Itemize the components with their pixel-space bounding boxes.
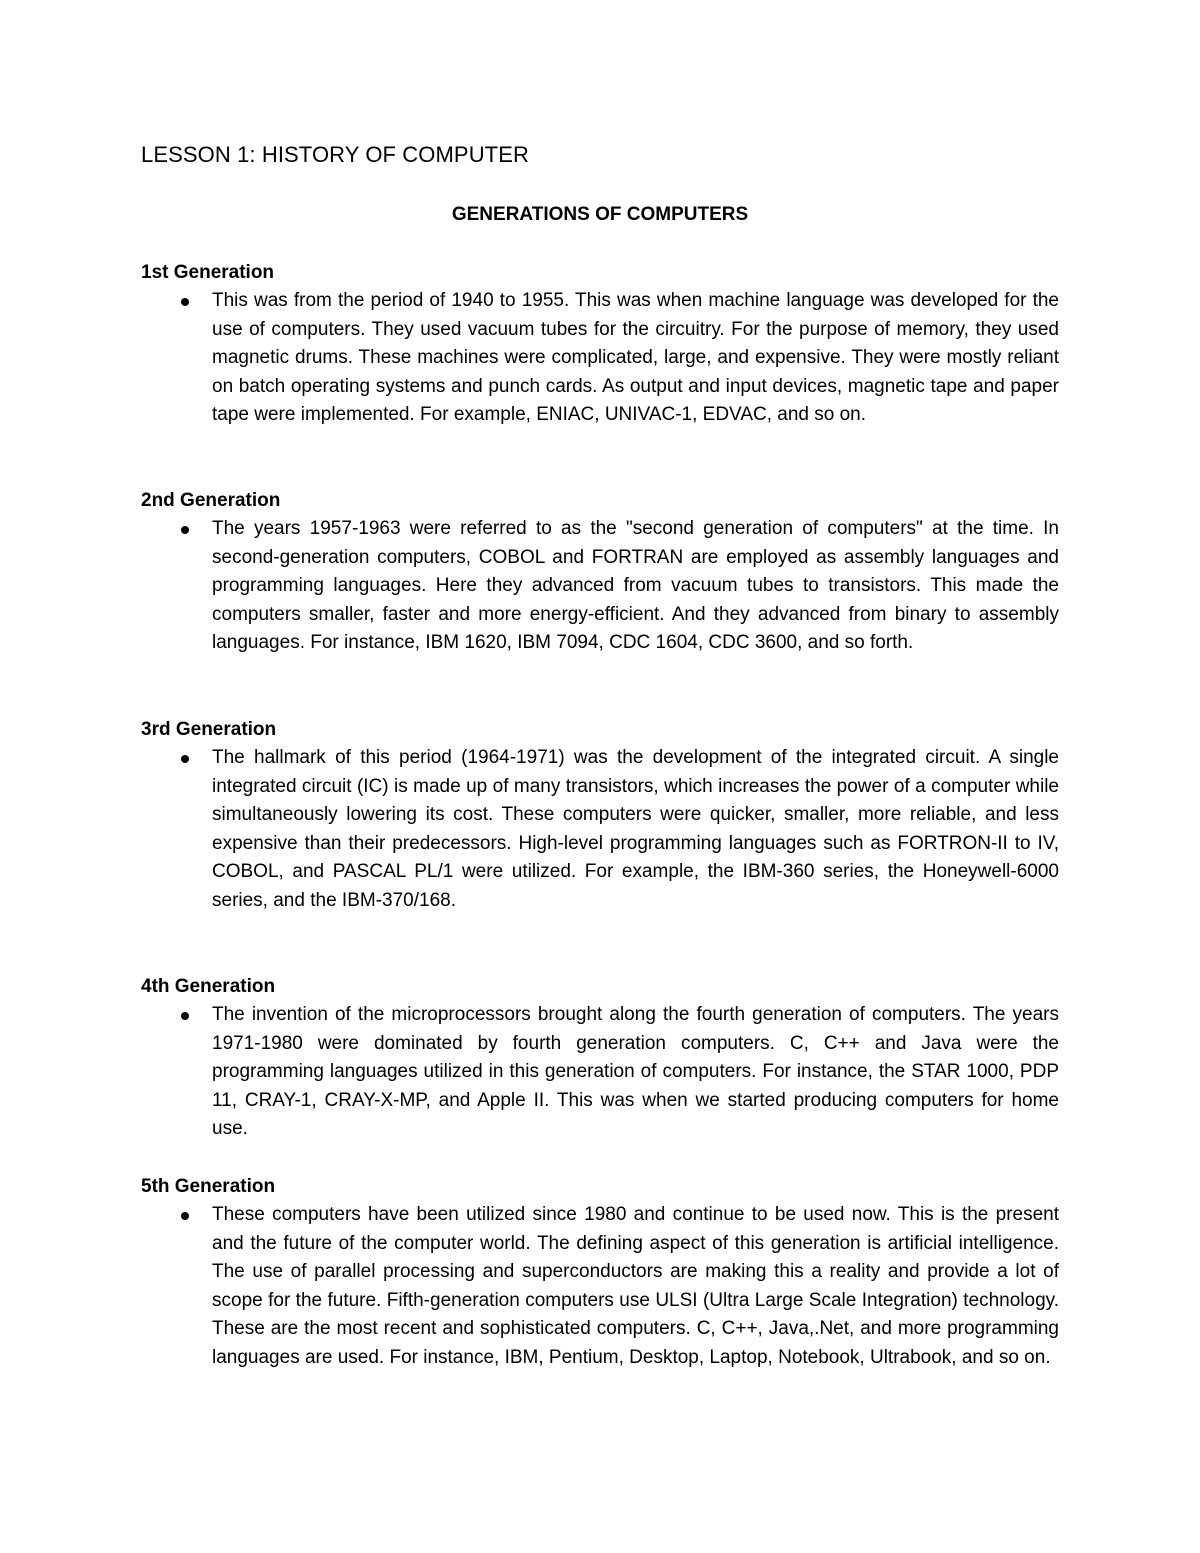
list-item: [141, 515, 1059, 658]
generation-heading: 5th Generation: [141, 1176, 276, 1197]
lesson-title: LESSON 1: HISTORY OF COMPUTER: [141, 142, 529, 167]
generation-section-3rd: [141, 716, 1059, 916]
generation-description: The hallmark of this period (1964-1971) was the development of the integrated circuit. A single integrated circuit (IC) is made up of many transistors, which increases the power of a computer while simultaneously lowering its cost. These computers were quicker, smaller, more reliable, and less expensive than their predecessors. High-level programming languages such as FORTRON-II to IV, COBOL, and PASCAL PL/1 were utilized. For example, the IBM-360 series, the Honeywell-6000 series, and the IBM-370/168.: [212, 747, 1059, 911]
bullet-icon: [181, 755, 189, 763]
bullet-list: [141, 515, 1059, 658]
list-item: [141, 744, 1059, 916]
generation-description: The invention of the microprocessors brought along the fourth generation of computers. The years 1971-1980 were dominated by fourth generation computers. C, C++ and Java were the programming languages utilized in this generation of computers. For instance, the STAR 1000, PDP 11, CRAY-1, CRAY-X-MP, and Apple II. This was when we started producing computers for home use.: [212, 1004, 1059, 1140]
bullet-icon: [181, 526, 189, 534]
generation-description: This was from the period of 1940 to 1955. This was when machine language was developed for the use of computers. They used vacuum tubes for the circuitry. For the purpose of memory, they used magnetic drums. These machines were complicated, large, and expensive. They were mostly reliant on batch operating systems and punch cards. As output and input devices, magnetic tape and paper tape were implemented. For example, ENIAC, UNIVAC-1, EDVAC, and so on.: [212, 290, 1059, 426]
generation-heading: 4th Generation: [141, 976, 276, 997]
bullet-icon: [181, 298, 189, 306]
bullet-list: [141, 1001, 1059, 1144]
bullet-list: [141, 744, 1059, 916]
generation-heading: 1st Generation: [141, 262, 275, 283]
generation-description: These computers have been utilized since 1980 and continue to be used now. This is the present and the future of the computer world. The defining aspect of this generation is artificial intelligence. The use of parallel processing and superconductors are making this a reality and provide a lot of scope for the future. Fifth-generation computers use ULSI (Ultra Large Scale Integration) technology. These are the most recent and sophisticated computers. C, C++, Java,.Net, and more programming languages are used. For instance, IBM, Pentium, Desktop, Laptop, Notebook, Ultrabook, and so on.: [212, 1204, 1059, 1368]
list-item: [141, 1201, 1059, 1373]
bullet-list: [141, 287, 1059, 430]
generation-section-1st: [141, 259, 1059, 430]
bullet-icon: [181, 1012, 189, 1020]
section-title: GENERATIONS OF COMPUTERS: [451, 204, 749, 225]
list-item: [141, 1001, 1059, 1144]
generation-heading: 2nd Generation: [141, 490, 281, 511]
generation-section-2nd: [141, 487, 1059, 658]
generation-description: The years 1957-1963 were referred to as the "second generation of computers" at the time. In second-generation computers, COBOL and FORTRAN are employed as assembly languages and programming languages. Here they advanced from vacuum tubes to transistors. This made the computers smaller, faster and more energy-efficient. And they advanced from binary to assembly languages. For instance, IBM 1620, IBM 7094, CDC 1604, CDC 3600, and so forth.: [212, 518, 1059, 654]
bullet-icon: [181, 1212, 189, 1220]
bullet-list: [141, 1201, 1059, 1373]
generation-section-5th: [141, 1173, 1059, 1373]
generation-section-4th: [141, 973, 1059, 1144]
generation-heading: 3rd Generation: [141, 719, 277, 740]
list-item: [141, 287, 1059, 430]
